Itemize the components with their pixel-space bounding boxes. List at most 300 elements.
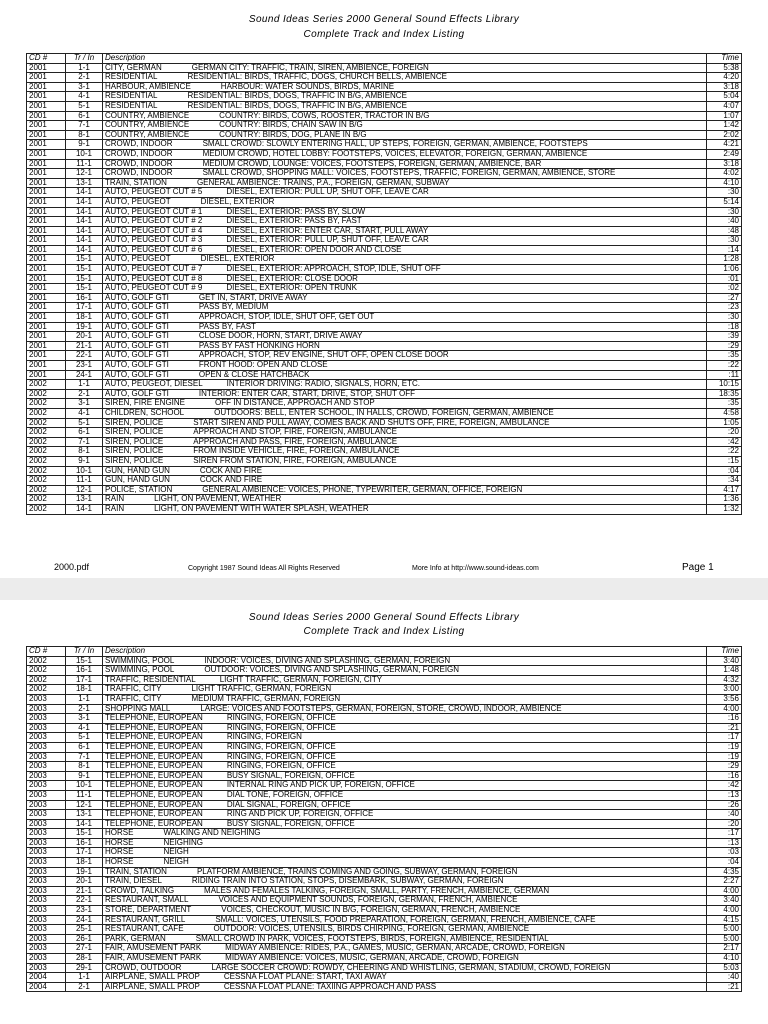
time-cell: 4:00	[707, 906, 742, 916]
time-cell: 4:07	[707, 101, 742, 111]
time-cell: :29	[707, 762, 742, 772]
track-index-cell: 21-1	[66, 886, 103, 896]
description-cell	[103, 178, 707, 188]
detail-text: DIESEL, EXTERIOR: PASS BY, FAST	[226, 217, 362, 226]
cd-number-cell: 2001	[27, 101, 66, 111]
category-text: CHILDREN, SCHOOL	[105, 408, 185, 417]
cd-number-cell: 2003	[27, 771, 66, 781]
track-index-cell: 16-1	[66, 293, 103, 303]
cd-number-cell: 2003	[27, 733, 66, 743]
time-cell: :20	[707, 428, 742, 438]
description-cell	[103, 351, 707, 361]
category-text: AUTO, PEUGEOT CUT # 8	[105, 274, 203, 283]
category-text: FAIR, AMUSEMENT PARK	[105, 944, 202, 953]
time-cell: :42	[707, 781, 742, 791]
category-text: COUNTRY, AMBIENCE	[105, 121, 190, 130]
description-wrap	[105, 361, 704, 370]
detail-text: START SIREN AND PULL AWAY, COMES BACK AND SHUTS OFF, FIRE, FOREIGN, AMBULANCE	[193, 418, 550, 427]
track-index-cell: 11-1	[66, 159, 103, 169]
category-text: TELEPHONE, EUROPEAN	[105, 819, 203, 828]
time-cell: :40	[707, 973, 742, 983]
track-index-cell: 1-1	[66, 694, 103, 704]
detail-text: PASS BY, MEDIUM	[198, 303, 269, 312]
description-cell	[103, 447, 707, 457]
track-index-cell: 1-1	[66, 380, 103, 390]
description-wrap	[105, 743, 704, 752]
description-wrap	[105, 332, 704, 341]
cd-number-cell: 2002	[27, 685, 66, 695]
category-text: AUTO, GOLF GTI	[105, 313, 169, 322]
track-index-cell: 14-1	[66, 207, 103, 217]
category-text: SHOPPING MALL	[105, 704, 171, 713]
track-index-cell: 3-1	[66, 714, 103, 724]
table-row	[27, 925, 742, 935]
track-index-cell: 15-1	[66, 265, 103, 275]
table-row	[27, 466, 742, 476]
description-wrap	[105, 447, 704, 456]
detail-text: DIAL TONE, FOREIGN, OFFICE	[226, 790, 344, 799]
category-text: SIREN, POLICE	[105, 456, 164, 465]
description-cell	[103, 733, 707, 743]
description-cell	[103, 63, 707, 73]
track-index-cell: 18-1	[66, 685, 103, 695]
description-cell	[103, 399, 707, 409]
detail-text: MEDIUM CROWD, HOTEL LOBBY: FOOTSTEPS, VOICES, ELEVATOR, FOREIGN, GERMAN, AMBIENCE	[202, 149, 588, 158]
time-cell: 3:40	[707, 656, 742, 666]
description-cell	[103, 829, 707, 839]
cd-number-cell: 2003	[27, 858, 66, 868]
table-row	[27, 456, 742, 466]
description-cell	[103, 504, 707, 514]
category-text: TELEPHONE, EUROPEAN	[105, 810, 203, 819]
track-index-cell: 13-1	[66, 178, 103, 188]
description-wrap	[105, 772, 704, 781]
cd-number-cell: 2001	[27, 313, 66, 323]
time-cell: 2:17	[707, 944, 742, 954]
cd-number-cell: 2001	[27, 207, 66, 217]
detail-text: GERMAN CITY: TRAFFIC, TRAIN, SIREN, AMBIENCE, FOREIGN	[191, 63, 429, 72]
time-cell: :02	[707, 284, 742, 294]
description-cell	[103, 159, 707, 169]
cd-number-cell: 2001	[27, 226, 66, 236]
track-index-cell: 6-1	[66, 428, 103, 438]
time-cell: :14	[707, 245, 742, 255]
category-text: AUTO, PEUGEOT CUT # 1	[105, 207, 203, 216]
table-row	[27, 399, 742, 409]
time-cell: 5:04	[707, 92, 742, 102]
track-index-cell: 10-1	[66, 466, 103, 476]
table-row	[27, 704, 742, 714]
cd-number-cell: 2003	[27, 877, 66, 887]
cd-number-cell: 2003	[27, 934, 66, 944]
time-cell: 4:02	[707, 169, 742, 179]
category-text: AUTO, PEUGEOT CUT # 5	[105, 188, 203, 197]
category-text: AUTO, PEUGEOT	[105, 197, 171, 206]
description-cell	[103, 973, 707, 983]
track-table	[26, 646, 742, 992]
time-cell: 1:36	[707, 495, 742, 505]
description-cell	[103, 255, 707, 265]
category-text: TRAFFIC, RESIDENTIAL	[105, 675, 196, 684]
detail-text: INTERNAL RING AND PICK UP, FOREIGN, OFFICE	[226, 781, 415, 790]
category-text: AUTO, PEUGEOT	[105, 255, 171, 264]
detail-text: RESIDENTIAL: BIRDS, DOGS, TRAFFIC IN B/G, AMBIENCE	[187, 101, 407, 110]
time-cell: 4:35	[707, 867, 742, 877]
header-track: Tr / In	[66, 647, 103, 657]
header-cd: CD #	[27, 54, 66, 64]
page-title: Sound Ideas Series 2000 General Sound Effects Library	[248, 14, 520, 25]
table-row	[27, 829, 742, 839]
cd-number-cell: 2001	[27, 130, 66, 140]
description-cell	[103, 437, 707, 447]
description-cell	[103, 284, 707, 294]
cd-number-cell: 2001	[27, 370, 66, 380]
detail-text: DIESEL, EXTERIOR: ENTER CAR, START, PULL AWAY	[226, 226, 429, 235]
category-text: HORSE	[105, 848, 134, 857]
description-wrap	[105, 973, 704, 982]
cd-number-cell: 2002	[27, 476, 66, 486]
track-index-cell: 11-1	[66, 790, 103, 800]
description-wrap	[105, 83, 704, 92]
description-wrap	[105, 188, 704, 197]
header-time: Time	[707, 647, 742, 657]
track-index-cell: 12-1	[66, 800, 103, 810]
description-wrap	[105, 227, 704, 236]
category-text: CITY, GERMAN	[105, 63, 162, 72]
track-index-cell: 19-1	[66, 322, 103, 332]
description-cell	[103, 274, 707, 284]
page-subtitle: Complete Track and Index Listing	[303, 29, 465, 40]
header-time: Time	[707, 54, 742, 64]
track-index-cell: 8-1	[66, 762, 103, 772]
description-cell	[103, 838, 707, 848]
cd-number-cell: 2002	[27, 418, 66, 428]
detail-text: GENERAL AMBIENCE: TRAINS, P.A., FOREIGN, GERMAN, SUBWAY	[196, 178, 450, 187]
category-text: TELEPHONE, EUROPEAN	[105, 714, 203, 723]
description-cell	[103, 341, 707, 351]
cd-number-cell: 2003	[27, 752, 66, 762]
track-index-cell: 9-1	[66, 456, 103, 466]
time-cell: :23	[707, 303, 742, 313]
track-index-cell: 10-1	[66, 781, 103, 791]
table-row	[27, 781, 742, 791]
time-cell: 2:02	[707, 130, 742, 140]
time-cell: 1:06	[707, 265, 742, 275]
category-text: AUTO, PEUGEOT CUT # 2	[105, 217, 203, 226]
description-cell	[103, 495, 707, 505]
detail-text: CESSNA FLOAT PLANE: START, TAXI AWAY	[223, 973, 387, 982]
time-cell: :40	[707, 810, 742, 820]
time-cell: :19	[707, 742, 742, 752]
cd-number-cell: 2001	[27, 303, 66, 313]
track-index-cell: 6-1	[66, 111, 103, 121]
description-cell	[103, 418, 707, 428]
time-cell: :21	[707, 723, 742, 733]
track-index-cell: 13-1	[66, 495, 103, 505]
cd-number-cell: 2003	[27, 742, 66, 752]
category-text: SWIMMING, POOL	[105, 666, 175, 675]
track-index-cell: 18-1	[66, 858, 103, 868]
track-index-cell: 4-1	[66, 408, 103, 418]
cd-number-cell: 2003	[27, 781, 66, 791]
description-cell	[103, 207, 707, 217]
cd-number-cell: 2002	[27, 380, 66, 390]
table-row	[27, 149, 742, 159]
detail-text: RINGING, FOREIGN, OFFICE	[226, 762, 336, 771]
category-text: SIREN, POLICE	[105, 447, 164, 456]
table-row	[27, 63, 742, 73]
cd-number-cell: 2002	[27, 485, 66, 495]
footer-copyright: Copyright 1987 Sound Ideas All Rights Reserved	[188, 565, 340, 572]
category-text: GUN, HAND GUN	[105, 476, 170, 485]
description-cell	[103, 896, 707, 906]
description-wrap	[105, 839, 704, 848]
category-text: POLICE, STATION	[105, 485, 173, 494]
category-text: AUTO, GOLF GTI	[105, 389, 169, 398]
table-row	[27, 178, 742, 188]
category-text: RESTAURANT, GRILL	[105, 915, 186, 924]
category-text: CROWD, INDOOR	[105, 149, 173, 158]
table-row	[27, 867, 742, 877]
category-text: TELEPHONE, EUROPEAN	[105, 771, 203, 780]
time-cell: 5:00	[707, 925, 742, 935]
time-cell: :16	[707, 714, 742, 724]
category-text: TELEPHONE, EUROPEAN	[105, 762, 203, 771]
detail-text: DIESEL, EXTERIOR	[200, 255, 275, 264]
cd-number-cell: 2001	[27, 332, 66, 342]
description-wrap	[105, 275, 704, 284]
category-text: STORE, DEPARTMENT	[105, 906, 192, 915]
description-cell	[103, 886, 707, 896]
detail-text: COCK AND FIRE	[199, 466, 263, 475]
description-wrap	[105, 476, 704, 485]
description-wrap	[105, 906, 704, 915]
track-index-cell: 2-1	[66, 704, 103, 714]
detail-text: LARGE: VOICES AND FOOTSTEPS, GERMAN, FOREIGN, STORE, CROWD, INDOOR, AMBIENCE	[200, 704, 562, 713]
table-row	[27, 361, 742, 371]
category-text: TRAFFIC, CITY	[105, 694, 162, 703]
cd-number-cell: 2001	[27, 159, 66, 169]
detail-text: APPROACH AND PASS, FIRE, FOREIGN, AMBULANCE	[193, 437, 398, 446]
time-cell: :03	[707, 848, 742, 858]
time-cell: :11	[707, 370, 742, 380]
detail-text: BUSY SIGNAL, FOREIGN, OFFICE	[226, 771, 355, 780]
table-row	[27, 140, 742, 150]
detail-text: SMALL CROWD: SLOWLY ENTERING HALL, UP STEPS, FOREIGN, GERMAN, AMBIENCE, FOOTSTEPS	[202, 140, 588, 149]
description-wrap	[105, 303, 704, 312]
table-row	[27, 447, 742, 457]
category-text: TELEPHONE, EUROPEAN	[105, 723, 203, 732]
track-index-cell: 5-1	[66, 101, 103, 111]
description-wrap	[105, 983, 704, 992]
category-text: TELEPHONE, EUROPEAN	[105, 742, 203, 751]
description-cell	[103, 245, 707, 255]
category-text: AUTO, GOLF GTI	[105, 303, 169, 312]
table-row	[27, 934, 742, 944]
track-index-cell: 24-1	[66, 370, 103, 380]
description-wrap	[105, 73, 704, 82]
table-row	[27, 819, 742, 829]
description-cell	[103, 140, 707, 150]
detail-text: GET IN, START, DRIVE AWAY	[198, 293, 308, 302]
detail-text: APPROACH AND STOP, FIRE, FOREIGN, AMBULANCE	[193, 428, 397, 437]
cd-number-cell: 2003	[27, 704, 66, 714]
category-text: CROWD, OUTDOOR	[105, 963, 182, 972]
category-text: TELEPHONE, EUROPEAN	[105, 800, 203, 809]
description-cell	[103, 685, 707, 695]
description-cell	[103, 265, 707, 275]
header-cd: CD #	[27, 647, 66, 657]
description-cell	[103, 380, 707, 390]
track-index-cell: 2-1	[66, 389, 103, 399]
track-index-cell: 7-1	[66, 437, 103, 447]
time-cell: 3:18	[707, 159, 742, 169]
time-cell: :21	[707, 982, 742, 992]
table-row	[27, 800, 742, 810]
cd-number-cell: 2002	[27, 408, 66, 418]
description-wrap	[105, 733, 704, 742]
track-index-cell: 26-1	[66, 934, 103, 944]
cd-number-cell: 2001	[27, 274, 66, 284]
detail-text: LARGE SOCCER CROWD: ROWDY, CHEERING AND WHISTLING, GERMAN, STADIUM, CROWD, FOREIGN	[211, 963, 611, 972]
description-cell	[103, 456, 707, 466]
detail-text: DIESEL, EXTERIOR: PASS BY, SLOW	[226, 207, 366, 216]
category-text: CROWD, INDOOR	[105, 169, 173, 178]
track-index-cell: 11-1	[66, 476, 103, 486]
description-wrap	[105, 419, 704, 428]
time-cell: 3:40	[707, 896, 742, 906]
cd-number-cell: 2001	[27, 217, 66, 227]
cd-number-cell: 2001	[27, 140, 66, 150]
category-text: TELEPHONE, EUROPEAN	[105, 781, 203, 790]
detail-text: BUSY SIGNAL, FOREIGN, OFFICE	[226, 819, 355, 828]
track-index-cell: 14-1	[66, 236, 103, 246]
track-index-cell: 7-1	[66, 752, 103, 762]
description-cell	[103, 313, 707, 323]
cd-number-cell: 2003	[27, 838, 66, 848]
cd-number-cell: 2001	[27, 265, 66, 275]
table-row	[27, 896, 742, 906]
cd-number-cell: 2001	[27, 82, 66, 92]
category-text: RESIDENTIAL	[105, 101, 158, 110]
track-index-cell: 8-1	[66, 447, 103, 457]
detail-text: PASS BY, FAST	[198, 322, 256, 331]
category-text: AUTO, PEUGEOT CUT # 9	[105, 284, 203, 293]
description-cell	[103, 906, 707, 916]
track-index-cell: 22-1	[66, 351, 103, 361]
category-text: AIRPLANE, SMALL PROP	[105, 982, 200, 991]
description-wrap	[105, 887, 704, 896]
track-index-cell: 20-1	[66, 332, 103, 342]
track-index-cell: 8-1	[66, 130, 103, 140]
detail-text: HARBOUR: WATER SOUNDS, BIRDS, MARINE	[220, 82, 395, 91]
table-row	[27, 723, 742, 733]
table-row	[27, 973, 742, 983]
table-row	[27, 73, 742, 83]
cd-number-cell: 2001	[27, 111, 66, 121]
table-row	[27, 495, 742, 505]
description-wrap	[105, 753, 704, 762]
table-row	[27, 838, 742, 848]
description-cell	[103, 361, 707, 371]
category-text: TELEPHONE, EUROPEAN	[105, 790, 203, 799]
table-row	[27, 322, 742, 332]
table-row	[27, 762, 742, 772]
track-index-cell: 12-1	[66, 485, 103, 495]
track-index-cell: 5-1	[66, 733, 103, 743]
track-index-cell: 24-1	[66, 915, 103, 925]
table-row	[27, 197, 742, 207]
page-subtitle: Complete Track and Index Listing	[303, 626, 465, 637]
detail-text: OUTDOOR: VOICES, UTENSILS, BIRDS CHIRPING, FOREIGN, GERMAN, AMBIENCE	[213, 925, 530, 934]
description-wrap	[105, 810, 704, 819]
table-row	[27, 504, 742, 514]
track-index-cell: 28-1	[66, 954, 103, 964]
description-cell	[103, 121, 707, 131]
description-wrap	[105, 964, 704, 973]
description-wrap	[105, 179, 704, 188]
table-row	[27, 656, 742, 666]
detail-text: RING AND PICK UP, FOREIGN, OFFICE	[226, 810, 374, 819]
description-cell	[103, 694, 707, 704]
description-wrap	[105, 925, 704, 934]
category-text: HORSE	[105, 858, 134, 867]
description-wrap	[105, 399, 704, 408]
description-wrap	[105, 714, 704, 723]
cd-number-cell: 2002	[27, 399, 66, 409]
category-text: SIREN, POLICE	[105, 428, 164, 437]
table-row	[27, 714, 742, 724]
category-text: AUTO, GOLF GTI	[105, 341, 169, 350]
detail-text: RINGING, FOREIGN, OFFICE	[226, 752, 336, 761]
detail-text: FROM INSIDE VEHICLE, FIRE, FOREIGN, AMBULANCE	[193, 447, 400, 456]
table-row	[27, 130, 742, 140]
track-index-cell: 16-1	[66, 838, 103, 848]
description-wrap	[105, 217, 704, 226]
cd-number-cell: 2002	[27, 504, 66, 514]
category-text: GUN, HAND GUN	[105, 466, 170, 475]
detail-text: MALES AND FEMALES TALKING, FOREIGN, SMALL, PARTY, FRENCH, AMBIENCE, GERMAN	[204, 886, 550, 895]
description-wrap	[105, 102, 704, 111]
detail-text: CESSNA FLOAT PLANE: TAXIING APPROACH AND PASS	[223, 982, 437, 991]
description-cell	[103, 723, 707, 733]
description-cell	[103, 428, 707, 438]
description-wrap	[105, 323, 704, 332]
track-index-cell: 17-1	[66, 675, 103, 685]
table-row	[27, 437, 742, 447]
category-text: RESTAURANT, SMALL	[105, 896, 189, 905]
time-cell: :04	[707, 858, 742, 868]
category-text: AUTO, PEUGEOT CUT # 3	[105, 236, 203, 245]
description-cell	[103, 169, 707, 179]
track-index-cell: 14-1	[66, 197, 103, 207]
cd-number-cell: 2001	[27, 63, 66, 73]
description-wrap	[105, 313, 704, 322]
description-wrap	[105, 236, 704, 245]
cd-number-cell: 2003	[27, 848, 66, 858]
table-row	[27, 485, 742, 495]
table-row	[27, 169, 742, 179]
table-row	[27, 293, 742, 303]
description-wrap	[105, 131, 704, 140]
category-text: RESIDENTIAL	[105, 73, 158, 82]
description-cell	[103, 226, 707, 236]
category-text: HORSE	[105, 829, 134, 838]
description-wrap	[105, 140, 704, 149]
time-cell: :35	[707, 351, 742, 361]
table-row	[27, 408, 742, 418]
description-wrap	[105, 829, 704, 838]
